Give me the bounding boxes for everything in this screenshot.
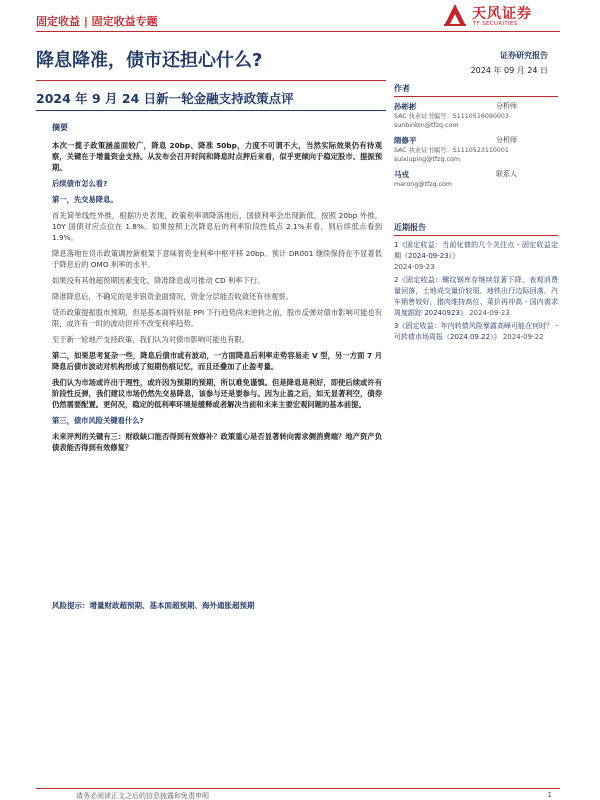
paragraph: 本次一揽子政策涵盖面较广，降息 20bp、降准 50bp，力度不可谓不大，当然实际效果仍有待观察，关键在于增量资金支持。从发布会召开时间和降息时点押后来看，似乎更倾向于稳定股市、提振预期。 — [52, 141, 382, 172]
author-role: 分析师 — [496, 136, 517, 144]
author-cert: SAC 执业证书编号：S1110523110001 — [394, 147, 509, 154]
page-subtitle: 2024 年 9 月 24 日新一轮金融支持政策点评 — [36, 91, 294, 106]
paragraph: 货币政策提振股市预期、但是基本面特别是 PPI 下行趋势尚未逆转之前，股市反弹对债市影响可能也有限，或许有一时的波动但并不改变利率趋势。 — [52, 308, 382, 328]
main-content — [52, 122, 382, 458]
logo-english-name: TF SECURITIES — [473, 21, 518, 27]
related-report-item[interactable] — [394, 275, 558, 319]
footer-disclaimer: 请务必阅读正文之后的信息披露和免责申明 — [76, 792, 209, 800]
paragraph: 如果没有其他超预期因素变化，降准降息或可推动 CD 利率下行。 — [52, 276, 265, 285]
author-email[interactable]: suixiuping@tfzq.com — [394, 156, 460, 163]
footer-divider — [36, 788, 560, 789]
author-role: 联系人 — [496, 170, 517, 178]
paragraph: 首先简单线性外推，根据历史表现，政策利率调降落地后，国债利率会出现新低，按照 20bp 外推，10Y 国债对应点位在 1.8%。如果按照上次降息后的利率阶段性低点 2.1%来看，则后续低点看到 1.9%。 — [52, 211, 382, 242]
paragraph: 至于新一轮地产支持政策，我们认为对债市影响可能也有限。 — [52, 335, 250, 344]
related-report-title[interactable]: 3《固定收益：年内转债风险暴露高峰可能在何时？ - 可转债市场周报（2024.09.22）》 — [394, 322, 558, 341]
summary-heading: 摘要 — [52, 123, 68, 132]
company-logo — [442, 2, 562, 32]
section-heading: 第一，先交易降息。 — [52, 195, 118, 204]
related-report-item[interactable] — [394, 240, 558, 273]
paragraph: 第二，如果思考复杂一些，降息后债市或有波动，一方面降息后利率走势容易走 V 型，另一方面 7 月降息后债市波动对机构形成了短期伤痕记忆，而且还叠加了止盈考量。 — [52, 351, 382, 371]
related-report-date: 2024-09-22 — [502, 333, 544, 341]
author-name: 隋修平 — [394, 136, 417, 145]
author-card — [394, 135, 558, 164]
author-email[interactable]: marong@tfzq.com — [394, 181, 453, 188]
section-heading: 后续债市怎么看? — [52, 179, 108, 188]
related-report-title[interactable]: 2《固定收益：螺纹钢库存继续显著下降，表观消费量回落，土地成交量价较弱，地铁出行边际回落，汽车销售较好，猪肉维持高位、菜价再冲高 - 国内需求周度跟踪 20240923》 — [394, 276, 558, 317]
author-role: 分析师 — [496, 102, 517, 110]
logo-name: 天风证券 — [472, 6, 532, 22]
author-email[interactable]: sunbinbin@tfzq.com — [394, 122, 459, 129]
sidebar — [394, 83, 558, 345]
paragraph: 我们认为市场或许出于理性，或许因为预期的预期，所以难免谨慎。但是降息是利好，即使后续或许有阶段性反弹，我们建议市场仍然先交易降息，该参与还是要参与。因为止盈之后，如无显著利空，债券仍然需要配置。更何况，稳定的低利率环境是缓释或者解决当前和未来主要宏观问题的基本前提。 — [52, 378, 382, 409]
paragraph: 未来评判的关键有三：财政缺口能否得到有效修补？政策重心是否显著转向需求侧消费端？地产资产负债表能否得到有效修复？ — [52, 432, 382, 452]
title-divider — [36, 80, 386, 81]
report-date: 2024 年 09 月 24 日 — [470, 66, 548, 75]
related-report-date: 2024-09-23 — [469, 309, 510, 317]
paragraph: 降准降息后，不确定的是非银资金面情况，资金分层能否收敛还有待观察。 — [52, 292, 293, 301]
page-number: 1 — [547, 791, 552, 799]
related-report-title[interactable]: 1《固定收益：当前化债的几个关注点 - 固定收益定期（2024-09-23）》 — [394, 241, 558, 260]
page-title: 降息降准，债市还担心什么? — [36, 50, 263, 71]
subtitle-divider — [36, 110, 386, 111]
logo-mark-icon — [442, 2, 468, 28]
related-reports-heading: 近期报告 — [394, 222, 558, 236]
header-category: 固定收益 | 固定收益专题 — [36, 15, 158, 28]
section-heading: 第三，债市风险关键看什么? — [52, 416, 144, 425]
paragraph: 降息落地在货币政策调控新框架下意味着资金利率中枢平移 20bp。预计 DR001 继续保持在不显著低于降息后的 OMO 利率的水平。 — [52, 249, 382, 269]
header-divider — [36, 31, 560, 32]
report-type: 证券研究报告 — [500, 51, 548, 60]
risk-warning: 风险提示：增量财政超预期、基本面超预期、海外通胀超预期 — [52, 601, 255, 610]
related-report-date: 2024-09-23 — [394, 263, 435, 271]
author-card — [394, 101, 558, 130]
authors-heading: 作者 — [394, 83, 558, 97]
author-cert: SAC 执业证书编号：S1110516090003 — [394, 113, 509, 120]
related-report-item[interactable] — [394, 321, 558, 343]
author-name: 孙彬彬 — [394, 102, 417, 111]
author-name: 马戎 — [394, 170, 409, 179]
author-card — [394, 169, 558, 189]
